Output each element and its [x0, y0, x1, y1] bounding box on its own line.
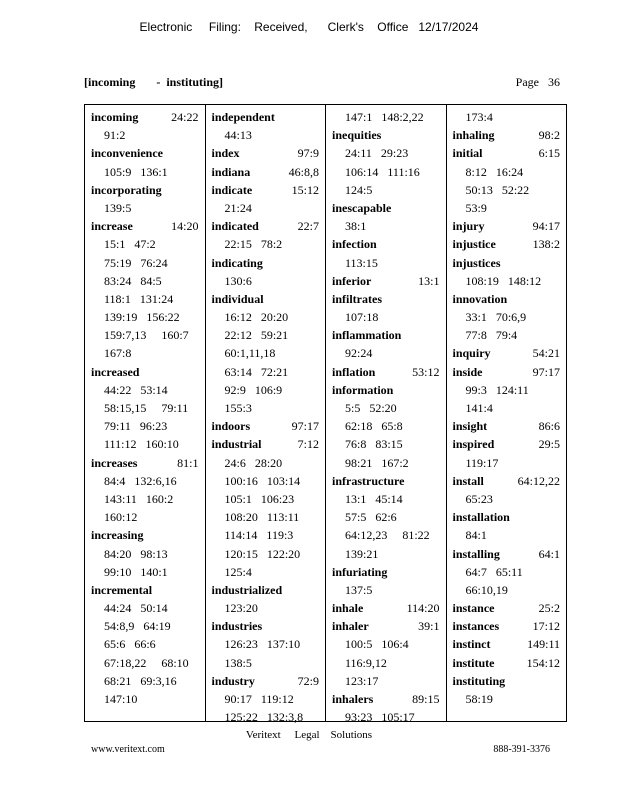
- index-first-reference: 97:17: [291, 419, 319, 434]
- index-page-line-refs: 50:13 52:22: [465, 182, 530, 197]
- index-entry-head: [332, 690, 440, 708]
- index-entry-head: [91, 454, 199, 472]
- index-entry: [332, 599, 440, 617]
- page-number: Page 36: [515, 75, 560, 89]
- index-page-line-refs: 65:23: [465, 491, 493, 506]
- index-page-line-refs: 139:19 156:22: [104, 310, 180, 325]
- index-page-line-refs: 84:1: [465, 528, 487, 543]
- index-entry-head: [453, 344, 561, 362]
- index-page-line-refs: 119:17: [465, 455, 499, 470]
- index-entry: [453, 599, 561, 617]
- index-entry-head: [453, 435, 561, 453]
- index-page-line-refs: 99:10 140:1: [104, 564, 168, 579]
- index-entry: [91, 108, 199, 144]
- index-entry: [453, 435, 561, 471]
- index-entry-head: [453, 126, 561, 144]
- index-page-line-refs: 100:5 106:4: [345, 637, 409, 652]
- index-first-reference: 81:1: [177, 455, 199, 470]
- index-first-reference: 86:6: [538, 419, 560, 434]
- index-first-reference: 24:22: [171, 110, 199, 124]
- index-entry-head: [91, 581, 199, 599]
- index-page-line-refs: 111:12 160:10: [104, 437, 179, 452]
- index-page-line-refs: 38:1: [345, 219, 367, 234]
- index-page-line-refs: 125:22 132:3,8: [224, 710, 304, 725]
- index-page-line-refs: 33:1 70:6,9: [465, 310, 527, 325]
- index-page-line-refs: 21:24: [224, 200, 252, 215]
- index-column: [325, 105, 446, 725]
- index-entry: [332, 108, 440, 126]
- index-entry: [453, 290, 561, 345]
- index-entry-head: [212, 672, 320, 690]
- index-column: [85, 105, 205, 721]
- index-term: insight: [452, 419, 488, 434]
- index-entry: [212, 144, 320, 162]
- index-page-line-refs: 108:20 113:11: [224, 510, 300, 525]
- index-entry: [453, 108, 561, 126]
- index-term: inhalers: [332, 692, 374, 706]
- index-entry-head: [332, 617, 440, 635]
- index-first-reference: 114:20: [406, 601, 440, 616]
- index-term: indicating: [211, 255, 263, 270]
- index-entry-head: [453, 545, 561, 563]
- index-page-line-refs: 138:5: [224, 655, 252, 670]
- index-term: infrastructure: [332, 473, 405, 488]
- index-first-reference: 6:15: [538, 146, 560, 161]
- index-entry-head: [453, 363, 561, 381]
- index-page-line-refs: 64:12,23 81:22: [345, 528, 430, 543]
- index-page-line-refs: 93:23 105:17: [345, 710, 415, 725]
- index-term: incorporating: [91, 182, 162, 197]
- index-entry: [332, 363, 440, 381]
- index-page-line-refs: 65:6 66:6: [104, 637, 156, 652]
- index-entry-head: [453, 217, 561, 235]
- index-entry: [332, 690, 440, 726]
- index-entry: [332, 272, 440, 290]
- index-entry: [212, 290, 320, 417]
- index-entry-head: [91, 217, 199, 235]
- index-term: infection: [332, 237, 377, 252]
- index-term: incremental: [91, 582, 153, 597]
- index-entry-head: [332, 290, 440, 308]
- index-entry-head: [332, 199, 440, 217]
- index-entry: [212, 617, 320, 672]
- index-page-line-refs: 58:15,15 79:11: [104, 401, 189, 415]
- index-term: injustices: [452, 255, 501, 270]
- index-entry: [91, 454, 199, 527]
- index-term: installation: [452, 510, 510, 525]
- index-range-heading: [incoming - instituting]: [84, 75, 224, 89]
- index-term: industrialized: [211, 582, 283, 597]
- index-entry: [212, 217, 320, 253]
- index-term: installing: [452, 546, 500, 561]
- index-entry: [91, 526, 199, 581]
- index-entry: [332, 199, 440, 235]
- index-term: inescapable: [332, 200, 392, 215]
- index-page-line-refs: 137:5: [345, 582, 373, 597]
- index-term: individual: [211, 291, 264, 306]
- index-page-line-refs: 113:15: [345, 255, 378, 270]
- index-page-line-refs: 13:1 45:14: [345, 491, 403, 506]
- index-first-reference: 138:2: [532, 237, 560, 252]
- index-first-reference: 7:12: [297, 437, 319, 452]
- index-page-line-refs: 44:22 53:14: [104, 382, 168, 397]
- vendor-phone: 888-391-3376: [493, 744, 550, 755]
- index-entry-head: [212, 163, 320, 181]
- index-term: inequities: [332, 128, 382, 143]
- index-page-line-refs: 22:15 78:2: [224, 237, 283, 252]
- index-term: injury: [452, 219, 485, 234]
- index-first-reference: 154:12: [526, 655, 560, 670]
- index-entry-head: [453, 254, 561, 272]
- index-entry: [91, 144, 199, 180]
- index-entry-head: [332, 381, 440, 399]
- index-term: indicate: [211, 182, 253, 197]
- index-entry-head: [212, 108, 320, 126]
- index-first-reference: 64:12,22: [517, 473, 560, 488]
- index-entry-head: [453, 654, 561, 672]
- index-page-line-refs: 84:20 98:13: [104, 546, 168, 561]
- index-page-line-refs: 108:19 148:12: [465, 273, 542, 288]
- index-page-line-refs: 105:1 106:23: [224, 491, 295, 506]
- index-entry: [453, 654, 561, 672]
- index-term: instinct: [452, 637, 491, 652]
- filing-stamp: Electronic Filing: Received, Clerk's Office 12/17/2024: [139, 20, 479, 34]
- index-term: injustice: [452, 237, 496, 252]
- index-term: initial: [452, 146, 483, 161]
- index-first-reference: 46:8,8: [288, 164, 319, 179]
- index-term: innovation: [452, 291, 508, 306]
- index-column: [205, 105, 326, 725]
- index-page-line-refs: 160:12: [104, 510, 138, 525]
- index-entry-head: [91, 363, 199, 381]
- index-term: increases: [91, 455, 138, 470]
- index-entry: [212, 435, 320, 581]
- index-page-line-refs: 79:11 96:23: [104, 419, 168, 434]
- index-first-reference: 94:17: [532, 219, 560, 234]
- index-entry: [212, 672, 320, 727]
- index-entry: [212, 417, 320, 435]
- index-term: infuriating: [332, 564, 388, 579]
- index-term: information: [332, 382, 394, 397]
- index-first-reference: 64:1: [538, 546, 560, 561]
- index-term: install: [452, 473, 484, 488]
- index-entry: [332, 290, 440, 326]
- index-page-line-refs: 92:24: [345, 346, 373, 361]
- vendor-website: www.veritext.com: [91, 744, 165, 755]
- index-entry-head: [332, 235, 440, 253]
- index-page-line-refs: 120:15 122:20: [224, 546, 301, 561]
- index-page-line-refs: 75:19 76:24: [104, 255, 168, 270]
- index-entry: [453, 344, 561, 362]
- index-entry-head: [453, 144, 561, 162]
- index-page-line-refs: 76:8 83:15: [345, 437, 403, 452]
- index-entry: [212, 581, 320, 617]
- index-term: inflation: [332, 364, 376, 379]
- index-page-line-refs: 5:5 52:20: [345, 401, 397, 415]
- index-entry: [332, 381, 440, 472]
- index-page-line-refs: 44:13: [224, 128, 252, 143]
- index-entry: [453, 126, 561, 144]
- index-entry: [91, 181, 199, 217]
- index-page-line-refs: 173:4: [465, 110, 493, 124]
- index-entry-head: [332, 272, 440, 290]
- index-page-line-refs: 155:3: [224, 401, 252, 415]
- index-first-reference: 89:15: [412, 692, 440, 706]
- index-entry-head: [212, 290, 320, 308]
- index-entry-head: [453, 635, 561, 653]
- index-page-line-refs: 141:4: [465, 401, 493, 415]
- index-term: instituting: [452, 673, 506, 688]
- index-term: inspired: [452, 437, 495, 452]
- index-term: increased: [91, 364, 140, 379]
- index-page-line-refs: 139:5: [104, 200, 132, 215]
- index-entry: [453, 617, 561, 635]
- index-term: incoming: [91, 110, 139, 124]
- index-term: increase: [91, 219, 133, 234]
- index-entry: [453, 635, 561, 653]
- index-entry-head: [212, 617, 320, 635]
- index-first-reference: 14:20: [171, 219, 199, 234]
- index-entry-head: [332, 563, 440, 581]
- index-entry: [332, 617, 440, 690]
- index-page-line-refs: 83:24 84:5: [104, 273, 162, 288]
- index-page-line-refs: 91:2: [104, 128, 126, 143]
- index-term: indoors: [211, 419, 251, 434]
- index-entry: [453, 254, 561, 290]
- index-entry-head: [91, 181, 199, 199]
- index-entry-head: [212, 435, 320, 453]
- index-page-line-refs: 90:17 119:12: [224, 692, 294, 706]
- index-entry-head: [91, 144, 199, 162]
- index-entry: [453, 217, 561, 235]
- index-entry: [332, 563, 440, 599]
- index-entry-head: [91, 526, 199, 544]
- index-first-reference: 54:21: [532, 346, 560, 361]
- index-first-reference: 22:7: [297, 219, 319, 234]
- index-entry: [453, 417, 561, 435]
- index-entry-head: [332, 472, 440, 490]
- index-term: inquiry: [452, 346, 491, 361]
- index-page-line-refs: 106:14 111:16: [345, 164, 420, 179]
- index-page-line-refs: 54:8,9 64:19: [104, 619, 171, 634]
- index-entry-head: [212, 254, 320, 272]
- index-page-line-refs: 58:19: [465, 692, 493, 706]
- index-term: industry: [211, 673, 255, 688]
- index-entry-head: [453, 472, 561, 490]
- index-first-reference: 39:1: [418, 619, 440, 634]
- index-page-line-refs: 107:18: [345, 310, 379, 325]
- index-page-line-refs: 167:8: [104, 346, 132, 361]
- index-entry-head: [212, 581, 320, 599]
- index-page-line-refs: 22:12 59:21: [224, 328, 289, 343]
- index-first-reference: 149:11: [527, 637, 560, 652]
- index-entry-head: [212, 181, 320, 199]
- index-page-line-refs: 53:9: [465, 200, 487, 215]
- index-first-reference: 15:12: [291, 182, 319, 197]
- word-index-grid: [84, 104, 567, 725]
- index-page-line-refs: 57:5 62:6: [345, 510, 397, 525]
- index-page-line-refs: 159:7,13 160:7: [104, 328, 189, 343]
- index-entry-head: [453, 672, 561, 690]
- index-first-reference: 53:12: [412, 364, 440, 379]
- index-entry-head: [453, 599, 561, 617]
- index-term: independent: [211, 110, 275, 124]
- index-term: inferior: [332, 273, 372, 288]
- index-page-line-refs: 118:1 131:24: [104, 291, 174, 306]
- index-page-line-refs: 64:7 65:11: [465, 564, 523, 579]
- index-page-line-refs: 105:9 136:1: [104, 164, 168, 179]
- index-first-reference: 17:12: [532, 619, 560, 634]
- index-entry: [212, 254, 320, 290]
- index-entry: [212, 163, 320, 181]
- index-entry: [212, 108, 320, 144]
- index-page-line-refs: 24:11 29:23: [345, 146, 409, 161]
- index-page-line-refs: 77:8 79:4: [465, 328, 518, 343]
- index-term: institute: [452, 655, 495, 670]
- index-entry: [453, 508, 561, 544]
- index-page-line-refs: 147:1 148:2,22: [345, 110, 424, 124]
- index-term: instance: [452, 601, 495, 616]
- index-first-reference: 25:2: [538, 601, 560, 616]
- index-page-line-refs: 98:21 167:2: [345, 455, 409, 470]
- index-term: inhaler: [332, 619, 369, 634]
- index-entry: [91, 217, 199, 363]
- index-entry-head: [453, 235, 561, 253]
- index-term: infiltrates: [332, 291, 382, 306]
- index-term: index: [211, 146, 240, 161]
- index-entry: [212, 181, 320, 217]
- index-page-line-refs: 126:23 137:10: [224, 637, 301, 652]
- index-entry: [91, 581, 199, 708]
- index-page-line-refs: 116:9,12: [345, 655, 387, 670]
- index-page-line-refs: 84:4 132:6,16: [104, 473, 177, 488]
- index-term: inhaling: [452, 128, 495, 143]
- index-term: instances: [452, 619, 500, 634]
- index-first-reference: 72:9: [297, 673, 319, 688]
- index-first-reference: 98:2: [538, 128, 560, 143]
- index-page-line-refs: 15:1 47:2: [104, 237, 156, 252]
- index-page-line-refs: 62:18 65:8: [345, 419, 403, 434]
- index-entry-head: [212, 417, 320, 435]
- index-entry: [453, 235, 561, 253]
- index-page-line-refs: 147:10: [104, 692, 138, 706]
- index-entry-head: [332, 326, 440, 344]
- index-page-line-refs: 139:21: [345, 546, 379, 561]
- index-page-line-refs: 67:18,22 68:10: [104, 655, 189, 670]
- index-page-line-refs: 100:16 103:14: [224, 473, 301, 488]
- index-page-line-refs: 143:11 160:2: [104, 491, 174, 506]
- index-entry-head: [453, 417, 561, 435]
- index-entry: [453, 472, 561, 508]
- index-term: inconvenience: [91, 146, 163, 161]
- index-term: inside: [452, 364, 483, 379]
- index-entry-head: [332, 599, 440, 617]
- index-page-line-refs: 24:6 28:20: [224, 455, 283, 470]
- index-column: [446, 105, 567, 721]
- index-page-line-refs: 8:12 16:24: [465, 164, 524, 179]
- index-page-line-refs: 60:1,11,18: [224, 346, 276, 361]
- index-page-line-refs: 123:20: [224, 601, 258, 616]
- index-page-line-refs: 68:21 69:3,16: [104, 673, 177, 688]
- index-term: inhale: [332, 601, 364, 616]
- index-page-line-refs: 63:14 72:21: [224, 364, 289, 379]
- index-first-reference: 97:9: [297, 146, 319, 161]
- index-entry: [453, 545, 561, 600]
- index-page-line-refs: 114:14 119:3: [224, 528, 294, 543]
- index-term: indiana: [211, 164, 251, 179]
- index-term: increasing: [91, 528, 144, 543]
- index-entry-head: [212, 217, 320, 235]
- index-term: indicated: [211, 219, 259, 234]
- index-page-line-refs: 16:12 20:20: [224, 310, 289, 325]
- index-page-line-refs: 99:3 124:11: [465, 382, 529, 397]
- index-entry: [332, 235, 440, 271]
- index-entry: [332, 126, 440, 199]
- index-page-line-refs: 92:9 106:9: [224, 382, 283, 397]
- index-entry: [91, 363, 199, 454]
- index-term: industrial: [211, 437, 262, 452]
- index-entry: [332, 472, 440, 563]
- index-entry-head: [453, 617, 561, 635]
- index-page-line-refs: 66:10,19: [465, 582, 508, 597]
- index-first-reference: 97:17: [532, 364, 560, 379]
- index-first-reference: 29:5: [538, 437, 560, 452]
- index-entry-head: [453, 290, 561, 308]
- index-page-line-refs: 124:5: [345, 182, 373, 197]
- index-entry: [453, 672, 561, 708]
- index-term: industries: [211, 619, 263, 634]
- index-term: inflammation: [332, 328, 402, 343]
- index-entry-head: [332, 363, 440, 381]
- index-page-line-refs: 123:17: [345, 673, 379, 688]
- index-entry-head: [91, 108, 199, 126]
- index-page-line-refs: 130:6: [224, 273, 252, 288]
- index-first-reference: 13:1: [418, 273, 440, 288]
- index-page-line-refs: 44:24 50:14: [104, 601, 168, 616]
- index-entry-head: [212, 144, 320, 162]
- index-page-line-refs: 125:4: [224, 564, 252, 579]
- index-entry: [453, 144, 561, 217]
- index-entry-head: [453, 508, 561, 526]
- index-entry-head: [332, 126, 440, 144]
- index-entry: [453, 363, 561, 418]
- vendor-name: Veritext Legal Solutions: [245, 729, 373, 741]
- index-entry: [332, 326, 440, 362]
